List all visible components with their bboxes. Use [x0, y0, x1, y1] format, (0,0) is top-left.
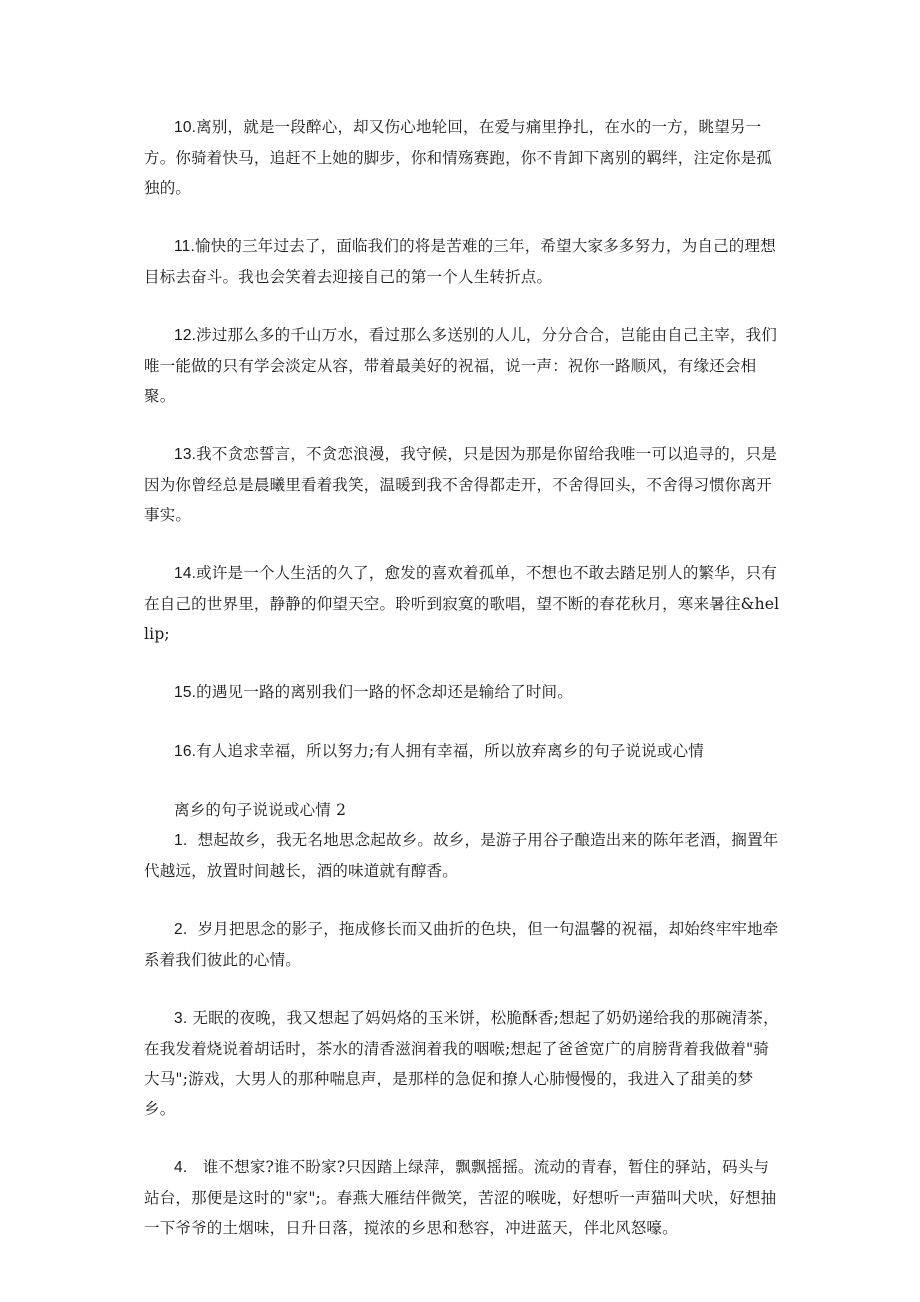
section-item-3 [144, 1003, 784, 1124]
section-item-4 [144, 1152, 784, 1243]
paragraph-10 [144, 112, 784, 203]
paragraph-text: 有人追求幸福，所以努力;有人拥有幸福，所以放弃离乡的句子说说或心情 [196, 742, 704, 760]
item-text: 谁不想家?谁不盼家?只因踏上绿萍，飘飘摇摇。流动的青春，暂住的驿站，码头与站台，那便是这时的"家";。春燕大雁结伴微笑，苦涩的喉咙，好想听一声猫叫犬吠，好想抽一下爷爷的土烟味，日升日落，搅浓的乡思和愁容，冲进蓝天，伴北风怒嚎。 [144, 1158, 777, 1237]
paragraph-16 [144, 736, 784, 767]
paragraph-text: 愉快的三年过去了，面临我们的将是苦难的三年，希望大家多多努力，为自己的理想目标去奋斗。我也会笑着去迎接自己的第一个人生转折点。 [144, 237, 776, 286]
section-title: 离乡的句子说说或心情 2 [174, 801, 347, 819]
paragraph-15 [144, 677, 784, 708]
paragraph-text: 涉过那么多的千山万水，看过那么多送别的人儿，分分合合，岂能由自己主宰，我们唯一能做的只有学会淡定从容，带着最美好的祝福，说一声：祝你一路顺风，有缘还会相聚。 [144, 326, 778, 405]
item-number: 3. [174, 1010, 188, 1027]
item-number: 1. [174, 832, 188, 849]
paragraph-number: 13. [174, 446, 197, 463]
section-item-1 [144, 825, 784, 886]
item-number: 4. [174, 1159, 188, 1176]
paragraph-number: 12. [174, 327, 197, 344]
paragraph-text: 的遇见一路的离别我们一路的怀念却还是输给了时间。 [196, 683, 573, 701]
paragraph-text: 离别，就是一段醉心，却又伤心地轮回，在爱与痛里挣扎，在水的一方，眺望另一方。你骑着快马，追赶不上她的脚步，你和情殇赛跑，你不肯卸下离别的羁绊，注定你是孤独的。 [144, 118, 773, 197]
item-text: 想起故乡，我无名地思念起故乡。故乡，是游子用谷子酿造出来的陈年老酒，搁置年代越远，放置时间越长，酒的味道就有醇香。 [144, 831, 779, 880]
item-number: 2. [174, 921, 188, 938]
paragraph-text: 我不贪恋誓言，不贪恋浪漫，我守候，只是因为那是你留给我唯一可以追寻的，只是因为你曾经总是晨曦里看着我笑，温暖到我不舍得都走开，不舍得回头，不舍得习惯你离开事实。 [144, 445, 778, 524]
paragraph-11 [144, 231, 784, 292]
paragraph-number: 11. [174, 238, 195, 255]
paragraph-number: 10. [174, 119, 197, 136]
paragraph-text: 或许是一个人生活的久了，愈发的喜欢着孤单，不想也不敢去踏足别人的繁华，只有在自己的世界里，静静的仰望天空。聆听到寂寞的歌唱，望不断的春花秋月，寒来暑往&hellip; [144, 564, 780, 643]
paragraph-14 [144, 558, 784, 649]
document-body [144, 112, 784, 1243]
item-text: 岁月把思念的影子，拖成修长而又曲折的色块，但一句温馨的祝福，却始终牢牢地牵系着我们彼此的心情。 [144, 920, 779, 969]
section-item-2 [144, 914, 784, 975]
paragraph-number: 14. [174, 565, 197, 582]
paragraph-number: 16. [174, 743, 197, 760]
paragraph-number: 15. [174, 684, 197, 701]
paragraph-13 [144, 439, 784, 530]
paragraph-12 [144, 320, 784, 411]
item-text: 无眠的夜晚，我又想起了妈妈烙的玉米饼，松脆酥香;想起了奶奶递给我的那碗清茶，在我发着烧说着胡话时，茶水的清香滋润着我的咽喉;想起了爸爸宽广的肩膀背着我做着"骑大马";游戏，大男人的那种喘息声，是那样的急促和撩人心肺慢慢的，我进入了甜美的梦乡。 [144, 1009, 779, 1118]
